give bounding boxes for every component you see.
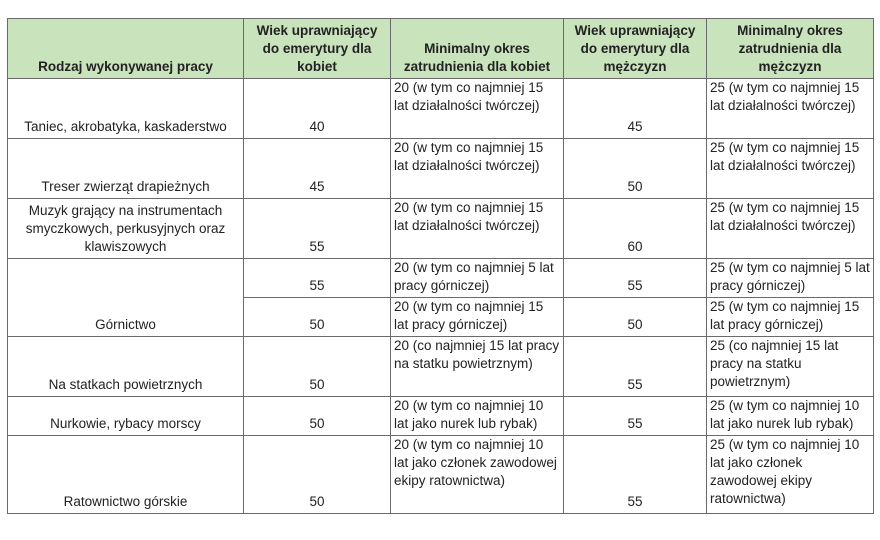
period-women-cell: 20 (w tym co najmniej 5 lat pracy górniczej): [391, 259, 564, 298]
table-row: [8, 139, 874, 199]
period-women-cell: 20 (w tym co najmniej 15 lat działalności twórczej): [391, 139, 564, 199]
age-men-cell: 60: [564, 199, 707, 259]
age-women-cell: 50: [244, 397, 391, 436]
job-type-cell: Ratownictwo górskie: [8, 436, 244, 514]
period-men-cell: 25 (w tym co najmniej 15 lat działalności twórczej): [707, 139, 874, 199]
age-women-cell: 45: [244, 139, 391, 199]
age-men-cell: 55: [564, 337, 707, 397]
age-men-cell: 45: [564, 79, 707, 139]
period-women-cell: 20 (w tym co najmniej 15 lat pracy górniczej): [391, 298, 564, 337]
header-job-type: Rodzaj wykonywanej pracy: [8, 19, 244, 79]
age-men-cell: 55: [564, 259, 707, 298]
age-women-cell: 50: [244, 298, 391, 337]
table-row: [8, 337, 874, 397]
table-header-row: [8, 19, 874, 79]
age-women-cell: 55: [244, 259, 391, 298]
table-row: [8, 397, 874, 436]
age-men-cell: 50: [564, 298, 707, 337]
age-men-cell: 55: [564, 397, 707, 436]
header-age-women: Wiek uprawniający do emerytury dla kobiet: [244, 19, 391, 79]
table-row: [8, 259, 874, 298]
age-women-cell: 50: [244, 436, 391, 514]
table-row: [8, 79, 874, 139]
period-men-cell: 25 (w tym co najmniej 15 lat działalności twórczej): [707, 199, 874, 259]
age-men-cell: 55: [564, 436, 707, 514]
job-type-cell: Górnictwo: [8, 259, 244, 337]
period-women-cell: 20 (w tym co najmniej 10 lat jako członek zawodowej ekipy ratownictwa): [391, 436, 564, 514]
period-men-cell: 25 (w tym co najmniej 10 lat jako nurek lub rybak): [707, 397, 874, 436]
age-women-cell: 50: [244, 337, 391, 397]
period-women-cell: 20 (w tym co najmniej 15 lat działalności twórczej): [391, 79, 564, 139]
header-period-women: Minimalny okres zatrudnienia dla kobiet: [391, 19, 564, 79]
age-women-cell: 55: [244, 199, 391, 259]
header-age-men: Wiek uprawniający do emerytury dla mężczyzn: [564, 19, 707, 79]
header-period-men: Minimalny okres zatrudnienia dla mężczyzn: [707, 19, 874, 79]
period-men-cell: 25 (co najmniej 15 lat pracy na statku powietrznym): [707, 337, 874, 397]
period-men-cell: 25 (w tym co najmniej 10 lat jako członek zawodowej ekipy ratownictwa): [707, 436, 874, 514]
period-men-cell: 25 (w tym co najmniej 15 lat działalności twórczej): [707, 79, 874, 139]
period-women-cell: 20 (w tym co najmniej 10 lat jako nurek lub rybak): [391, 397, 564, 436]
job-type-cell: Na statkach powietrznych: [8, 337, 244, 397]
retirement-table: [7, 18, 874, 514]
job-type-cell: Nurkowie, rybacy morscy: [8, 397, 244, 436]
age-men-cell: 50: [564, 139, 707, 199]
period-women-cell: 20 (w tym co najmniej 15 lat działalności twórczej): [391, 199, 564, 259]
job-type-cell: Taniec, akrobatyka, kaskaderstwo: [8, 79, 244, 139]
job-type-cell: Muzyk grający na instrumentach smyczkowych, perkusyjnych oraz klawiszowych: [8, 199, 244, 259]
table-row: [8, 436, 874, 514]
period-men-cell: 25 (w tym co najmniej 5 lat pracy górniczej): [707, 259, 874, 298]
table-row: [8, 199, 874, 259]
period-men-cell: 25 (w tym co najmniej 15 lat pracy górniczej): [707, 298, 874, 337]
job-type-cell: Treser zwierząt drapieżnych: [8, 139, 244, 199]
age-women-cell: 40: [244, 79, 391, 139]
period-women-cell: 20 (co najmniej 15 lat pracy na statku powietrznym): [391, 337, 564, 397]
